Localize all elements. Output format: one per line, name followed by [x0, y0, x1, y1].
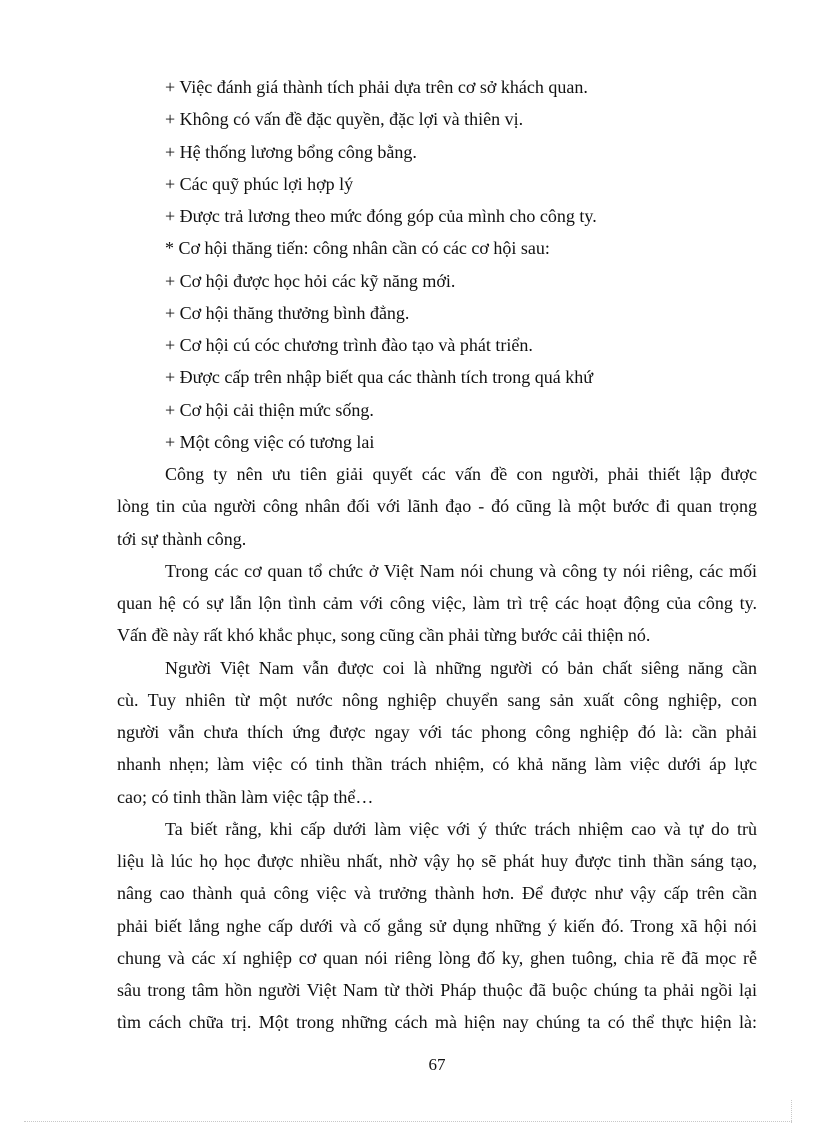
- paragraph-line: tới sự thành công.: [117, 529, 247, 549]
- section-heading: * Cơ hội thăng tiến: công nhân cần có các cơ hội sau:: [165, 238, 550, 258]
- list-item: + Hệ thống lương bổng công bằng.: [165, 142, 417, 162]
- list-item: + Các quỹ phúc lợi hợp lý: [165, 174, 354, 194]
- paragraph-line: Ta biết rằng, khi cấp dưới làm việc với ý thức trách nhiệm cao và tự do trù: [165, 819, 757, 839]
- paragraph-line: Công ty nên ưu tiên giải quyết các vấn đề con người, phải thiết lập được: [165, 464, 757, 484]
- page-border-bottom: [24, 1121, 792, 1122]
- page-border-right: [791, 1100, 792, 1123]
- list-item: + Việc đánh giá thành tích phải dựa trên cơ sở khách quan.: [165, 77, 588, 97]
- list-item: + Được trả lương theo mức đóng góp của mình cho công ty.: [165, 206, 597, 226]
- list-item: + Cơ hội cải thiện mức sống.: [165, 400, 374, 420]
- paragraph-line: sâu trong tâm hồn người Việt Nam từ thời Pháp thuộc đã buộc chúng ta phải ngồi lại: [117, 980, 757, 1000]
- paragraph-line: cao; có tinh thần làm việc tập thể…: [117, 787, 374, 807]
- paragraph-line: người vẫn chưa thích ứng được ngay với tác phong công nghiệp đó là: cần phải: [117, 722, 757, 742]
- paragraph-line: Vấn đề này rất khó khắc phục, song cũng cần phải từng bước cải thiện nó.: [117, 625, 651, 645]
- paragraph-line: lòng tin của người công nhân đối với lãnh đạo - đó cũng là một bước đi quan trọng: [117, 496, 757, 516]
- list-item: + Cơ hội được học hỏi các kỹ năng mới.: [165, 271, 456, 291]
- paragraph-line: quan hệ có sự lẫn lộn tình cảm với công việc, làm trì trệ các hoạt động của công ty.: [117, 593, 757, 613]
- list-item: + Không có vấn đề đặc quyền, đặc lợi và thiên vị.: [165, 109, 524, 129]
- paragraph-line: tìm cách chữa trị. Một trong những cách mà hiện nay chúng ta có thể thực hiện là:: [117, 1012, 757, 1032]
- paragraph-line: chung và các xí nghiệp cơ quan nói riêng lòng đố ky, ghen tuông, chia rẽ đã mọc rễ: [117, 948, 757, 968]
- list-item: + Cơ hội thăng thưởng bình đẳng.: [165, 303, 410, 323]
- list-item: + Một công việc có tương lai: [165, 432, 375, 452]
- paragraph-line: nâng cao thành quả công việc và trưởng thành hơn. Để được như vậy cấp trên cần: [117, 883, 757, 903]
- list-item: + Cơ hội cú cóc chương trình đào tạo và phát triển.: [165, 335, 533, 355]
- paragraph-line: Trong các cơ quan tổ chức ở Việt Nam nói chung và công ty nói riêng, các mối: [165, 561, 757, 581]
- paragraph-line: nhanh nhẹn; làm việc có tinh thần trách nhiệm, có khả năng làm việc dưới áp lực: [117, 754, 757, 774]
- paragraph-line: liệu là lúc họ học được nhiều nhất, nhờ vậy họ sẽ phát huy được tinh thần sáng tạo,: [117, 851, 757, 871]
- paragraph-line: Người Việt Nam vẫn được coi là những người có bản chất siêng năng cần: [165, 658, 757, 678]
- paragraph-line: phải biết lắng nghe cấp dưới và cố gắng sử dụng những ý kiến đó. Trong xã hội nói: [117, 916, 757, 936]
- paragraph-line: cù. Tuy nhiên từ một nước nông nghiệp chuyển sang sản xuất công nghiệp, con: [117, 690, 757, 710]
- list-item: + Được cấp trên nhập biết qua các thành tích trong quá khứ: [165, 367, 594, 387]
- page-number: 67: [428, 1055, 446, 1074]
